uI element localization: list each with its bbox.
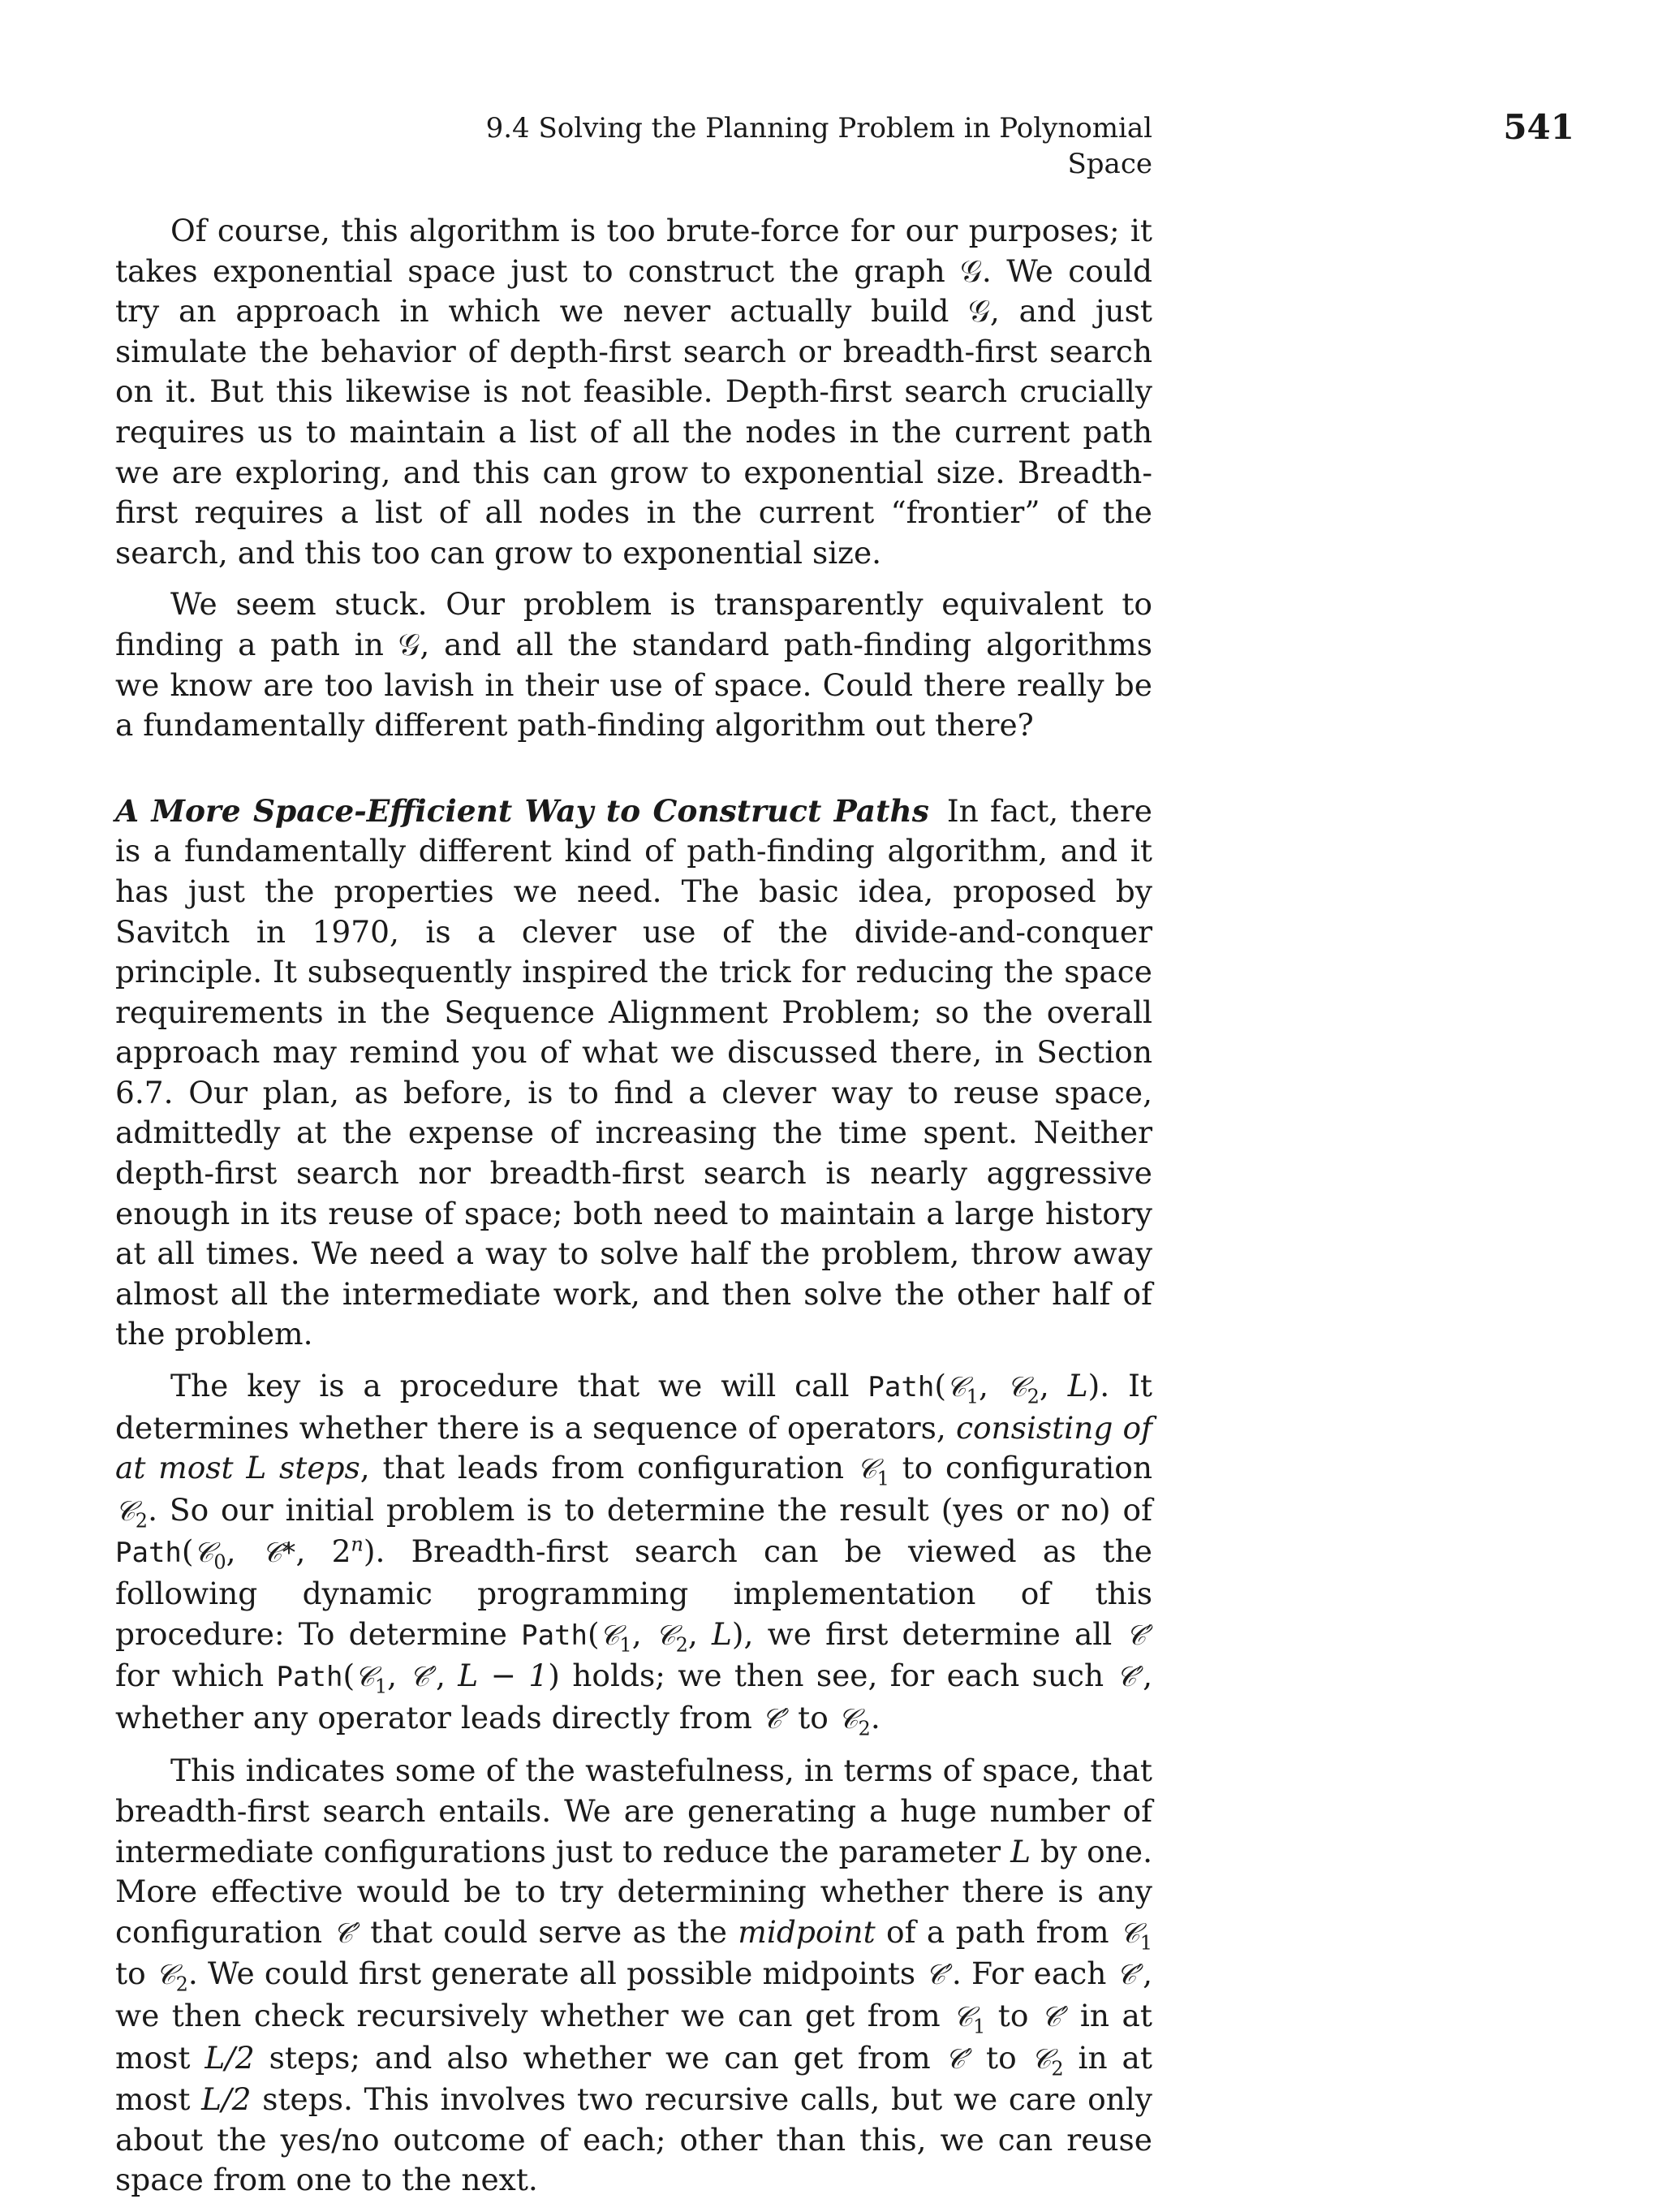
emphasis-text: consisting of at most L steps [115,1409,1153,1486]
body-text [115,211,1152,2212]
paragraph-3 [115,791,1152,1355]
path-procedure: Path [868,1371,935,1404]
paragraph-2: We seem stuck. Our problem is transparently equivalent to finding a path in 𝒢, and all the standard path-finding algorithms we know are too lavish in their use of space. Could there really be a fundamentally different path-finding algorithm out there? [115,586,1152,744]
paragraph-5: This indicates some of the wastefulness, in terms of space, that breadth-first search entails. We are generating a huge number of intermediate configurations just to reduce the parameter L by one. More effective would be to try determining whether there is any configuration 𝒞′ that could serve as the midpoint of a path from 𝒞$_1$ to 𝒞$_2$. We could first generate all possible midpoints 𝒞′. For each 𝒞′, we then check recursively whether we can get from 𝒞$_1$ to 𝒞′ in at most L/2 steps; and also whether we can get from 𝒞′ to 𝒞$_2$ in at most L/2 steps. This involves two recursive calls, but we care only about the yes/no outcome of each; other than this, we can reuse space from one to the next. [115,1753,1152,2198]
running-head: 9.4 Solving the Planning Problem in Polynomial Space [485,112,1152,180]
emphasis-midpoint: midpoint [738,1913,876,1950]
paragraph-3-text: In fact, there is a fundamentally different kind of path-finding algorithm, and it has just the properties we need. The basic idea, proposed by Savitch in 1970, is a clever use of the divide-and-conquer principle. It subsequently inspired the trick for reducing the space requirements in the Sequence Alignment Problem; so the overall approach may remind you of what we discussed there, in Section 6.7. Our plan, as before, is to find a clever way to reuse space, admittedly at the expense of increasing the time spent. Neither depth-first search nor breadth-first search is nearly aggressive enough in its reuse of space; both need to maintain a large history at all times. We need a way to solve half the problem, throw away almost all the intermediate work, and then solve the other half of the problem. [115,792,1152,1352]
page-number: 541 [1503,107,1574,147]
paragraph-1: Of course, this algorithm is too brute-force for our purposes; it takes exponential space just to construct the graph 𝒢. We could try an approach in which we never actually build 𝒢, and just simulate the behavior of depth-first search or breadth-first search on it. But this likewise is not feasible. Depth-first search crucially requires us to maintain a list of all the nodes in the current path we are exploring, and this can grow to exponential size. Breadth-first requires a list of all nodes in the current “frontier” of the search, and this too can grow to exponential size. [115,213,1152,571]
subsection-heading: A More Space-Efficient Way to Construct Paths [115,792,929,829]
paragraph-4: The key is a procedure that we will call Path(𝒞$_1$, 𝒞$_2$, L). It determines whether there is a sequence of operators, consisting of at most L steps, that leads from configuration 𝒞$_1$ to configuration 𝒞$_2$. So our initial problem is to determine the result (yes or no) of Path(𝒞$_0$, 𝒞*, 2$^n$). Breadth-first search can be viewed as the following dynamic programming implementation of this procedure: To determine Path(𝒞$_1$, 𝒞$_2$, L), we first determine all 𝒞′ for which Path(𝒞$_1$, 𝒞′, L − 1) holds; we then see, for each such 𝒞′, whether any operator leads directly from 𝒞′ to 𝒞$_2$. [115,1368,1153,1740]
